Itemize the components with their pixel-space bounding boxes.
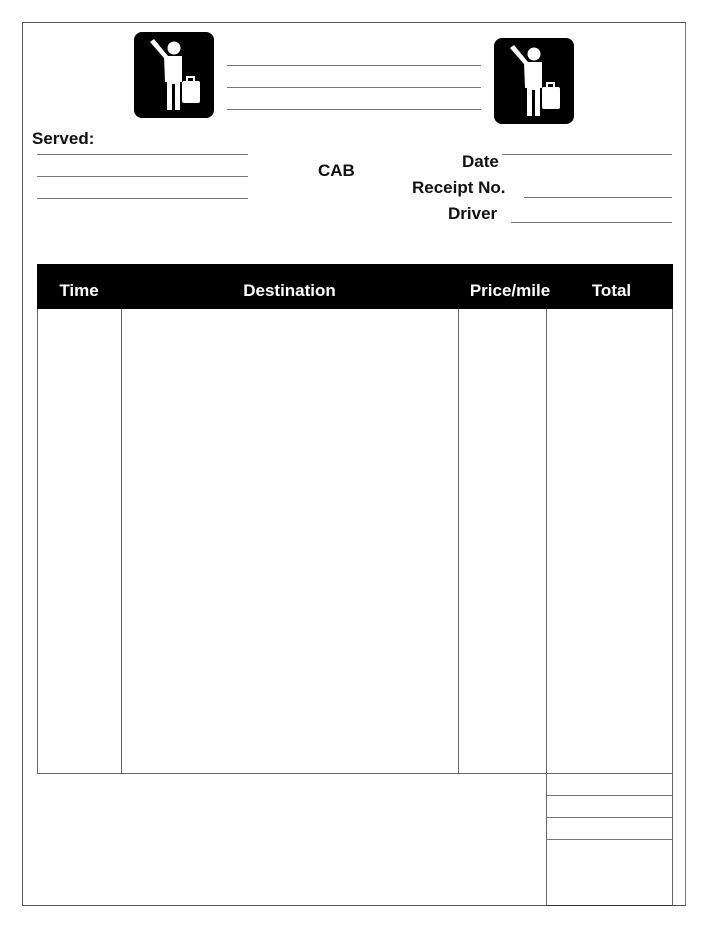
price-per-mile-cell[interactable] (459, 310, 546, 772)
subtotal-field[interactable] (547, 774, 672, 795)
grand-total-field[interactable] (547, 840, 672, 905)
company-line-2[interactable] (227, 87, 481, 88)
date-label: Date (462, 152, 499, 171)
served-line-3[interactable] (37, 198, 248, 199)
taxi-hail-icon-left (134, 32, 214, 118)
taxi-hail-icon-right (494, 38, 574, 124)
person-hailing-icon (494, 38, 574, 124)
column-header-price-per-mile: Price/mile (469, 281, 551, 300)
tip-field[interactable] (547, 818, 672, 839)
fare-table (37, 264, 673, 773)
totals-border-right (672, 773, 673, 905)
company-line-3[interactable] (227, 109, 481, 110)
company-label: CAB (318, 161, 355, 180)
column-header-time: Time (59, 281, 99, 300)
column-header-total: Total (591, 281, 632, 300)
date-field[interactable] (502, 154, 672, 155)
tax-field[interactable] (547, 796, 672, 817)
totals-bottom-border (546, 905, 672, 906)
column-header-destination: Destination (243, 281, 336, 300)
company-line-1[interactable] (227, 65, 481, 66)
table-header (37, 264, 673, 309)
served-line-1[interactable] (37, 154, 248, 155)
served-label: Served: (32, 129, 95, 148)
driver-field[interactable] (511, 222, 672, 223)
receipt-no-field[interactable] (524, 197, 672, 198)
destination-cell[interactable] (122, 310, 458, 772)
time-cell[interactable] (38, 310, 121, 772)
person-hailing-icon (134, 32, 214, 118)
total-cell[interactable] (547, 310, 672, 772)
served-line-2[interactable] (37, 176, 248, 177)
driver-label: Driver (448, 204, 498, 223)
receipt-no-label: Receipt No. (412, 178, 506, 197)
table-border-right (672, 309, 673, 773)
